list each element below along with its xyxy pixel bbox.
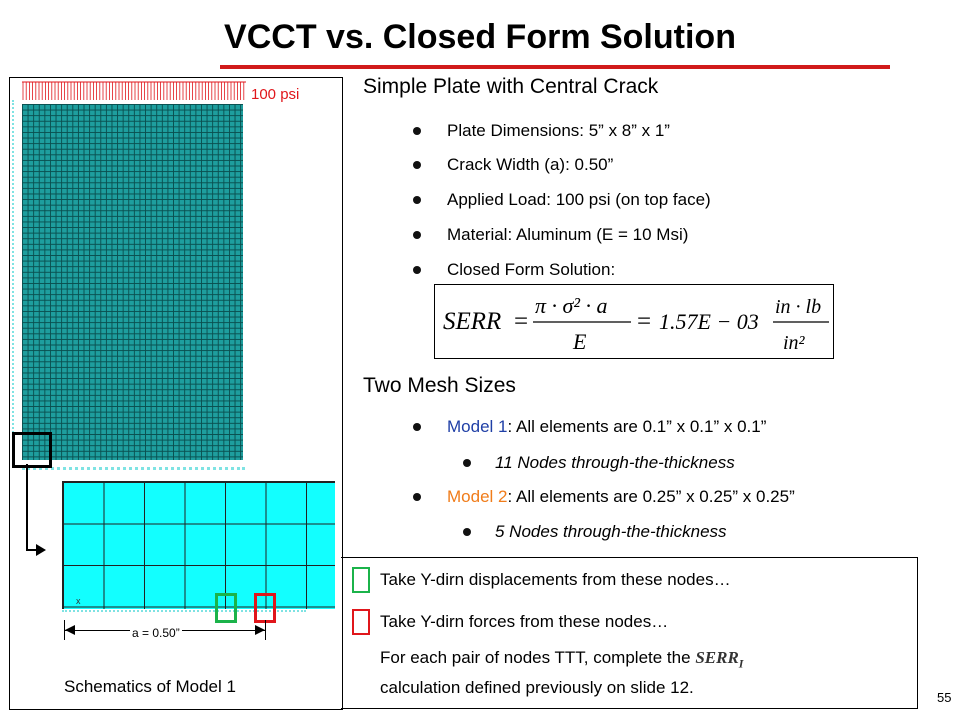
note-red: Take Y-dirn forces from these nodes… — [380, 612, 669, 631]
load-label: 100 psi — [251, 86, 300, 103]
dimension-arrow-right-icon — [255, 625, 265, 635]
bullet-item-model2 — [447, 487, 795, 507]
svg-text:=: = — [637, 308, 652, 335]
displacement-node-marker — [215, 593, 237, 623]
equation-unit-numerator: in · lb — [775, 296, 822, 318]
serr-symbol — [695, 648, 744, 671]
load-arrows — [20, 80, 248, 102]
model2-text: : All elements are 0.25” x 0.25” x 0.25” — [507, 487, 795, 506]
section-heading: Two Mesh Sizes — [363, 374, 516, 397]
serr-equation — [435, 285, 833, 358]
zoom-arrow-icon — [36, 544, 46, 556]
green-marker-icon — [352, 567, 370, 593]
equation-numerator: π · σ² · a — [535, 293, 608, 318]
model2-name: Model 2 — [447, 487, 508, 506]
note-instruction-line1 — [380, 648, 743, 671]
equation-denominator: E — [573, 329, 587, 354]
model1-text: : All elements are 0.1” x 0.1” x 0.1” — [507, 417, 767, 436]
sub-bullet-item: 11 Nodes through-the-thickness — [495, 453, 735, 472]
page-number: 55 — [937, 690, 952, 705]
bullet-item: Plate Dimensions: 5” x 8” x 1” — [447, 121, 670, 140]
slide-title: VCCT vs. Closed Form Solution — [224, 18, 736, 56]
serr-symbol-text: SERR — [695, 648, 739, 667]
bullet-item-model1 — [447, 417, 766, 437]
equation-value: 1.57E − 03 — [659, 309, 759, 334]
sub-bullet-item: 5 Nodes through-the-thickness — [495, 522, 727, 541]
crack-detail-mesh — [62, 481, 335, 609]
plate-mesh — [22, 104, 243, 460]
bullet-item: Crack Width (a): 0.50” — [447, 155, 614, 174]
note-instruction-line2: calculation defined previously on slide 12. — [380, 678, 694, 697]
equation-lhs: SERR — [443, 308, 502, 335]
zoom-region-marker — [12, 432, 52, 468]
equation-box — [434, 284, 834, 359]
left-boundary-supports — [12, 100, 22, 464]
axis-label: x — [76, 596, 81, 606]
bottom-boundary-supports — [22, 461, 245, 470]
equation-unit-denominator: in² — [783, 332, 805, 354]
note-green: Take Y-dirn displacements from these nodes… — [380, 570, 731, 589]
note-line1-text: For each pair of nodes TTT, complete the — [380, 648, 691, 667]
title-underline — [220, 65, 890, 69]
bullet-item: Material: Aluminum (E = 10 Msi) — [447, 225, 689, 244]
red-marker-icon — [352, 609, 370, 635]
bullet-item: Closed Form Solution: — [447, 260, 616, 279]
section-heading: Simple Plate with Central Crack — [363, 75, 659, 98]
svg-text:=: = — [514, 308, 529, 335]
model1-name: Model 1 — [447, 417, 508, 436]
dimension-arrow-left-icon — [65, 625, 75, 635]
bullet-item: Applied Load: 100 psi (on top face) — [447, 190, 711, 209]
crack-width-label: a = 0.50” — [132, 626, 180, 640]
zoom-connector — [26, 464, 28, 551]
figure-caption: Schematics of Model 1 — [64, 677, 236, 696]
serr-subscript: I — [738, 656, 744, 671]
force-node-marker — [254, 593, 276, 623]
